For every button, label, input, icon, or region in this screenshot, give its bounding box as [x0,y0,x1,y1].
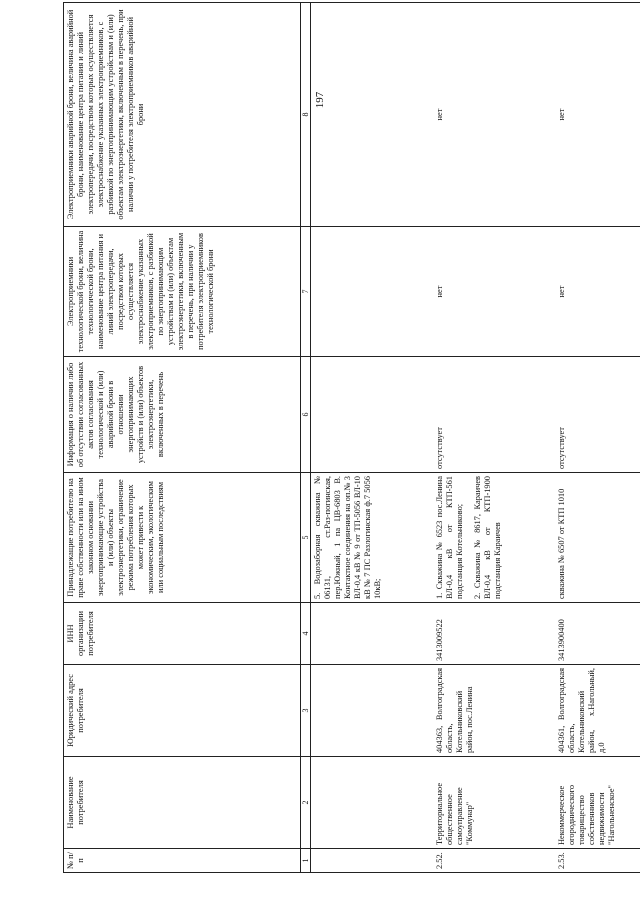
header-devices: Принадлежащие потребителю на праве собственности или на ином законном основании энергопринимающие устройства и (или) объекты электроэнергетики, ограничение режима потребления которых может привести к экономическим, экологическим или социальным последствиям [64,473,301,603]
consumer-inn: 3413900400 [555,603,640,665]
consumer-devices [433,473,555,603]
consumer-table [63,2,640,873]
header-name: Наименование потребителя [64,757,301,849]
consumer-devices [311,473,434,603]
table-row [311,3,434,873]
table-row [555,3,640,873]
header-emergency-reserve: Электроприемники аварийной брони, величина аварийной брони, наименование центра питания и линий электропередачи, посредством которых осуществляется электроснабжение указанных электроприемников, с разбивкой по энергопринимающим устройствам и (или) объектам электроэнергетики, включенным в перечень, при наличии у потребителя электроприемников аварийной брони [64,3,301,227]
header-tech-reserve: Электроприемники технологической брони, величина технологической брони, наименование центра питания и линий электропередачи, посредством которых осуществляется электроснабжение указанных электроприемников, с разбивкой по энергопринимающим устройствам и (или) объектам электроэнергетики, включенным в перечень, при наличии у потребителя электроприемников технологической брони [64,227,301,357]
header-address: Юридический адрес потребителя [64,665,301,757]
emergency-reserve [311,3,434,227]
column-number: 4 [301,603,311,665]
consumer-name: Территориальное общественное самоуправление "Коммунар" [433,757,555,849]
table-row [433,3,555,873]
consumer-address: 404363, Волгоградская область, Котельниковский район, пос.Ленина [433,665,555,757]
row-number: 2.53. [555,849,640,873]
device-item: 1. Скважина № 6523 пос.Ленина ВЛ-0,4 кВ от КТП-561 подстанция Котельниково; [435,476,464,599]
header-row [64,3,301,873]
device-item: 2. Скважина № 8617, Караичев ВЛ-0,4 кВ от КТП-1900 подстанция Караичев [473,476,502,599]
header-inn: ИНН организации потребителя [64,603,301,665]
column-number: 1 [301,849,311,873]
column-number: 7 [301,227,311,357]
consumer-address [311,665,434,757]
acts-info: отсутствует [433,357,555,473]
header-acts: Информация о наличии либо об отсутствии согласованных актов согласования технологической и (или) аварийной брони в отношении энергопринимающих устройств и (или) объектов электроэнергетики, включенных в перечень [64,357,301,473]
consumer-name [311,757,434,849]
consumer-address: 404361, Волгоградская область, Котельниковский район, х.Нагольный, д.0 [555,665,640,757]
column-number: 3 [301,665,311,757]
device-item: скважина № 6507 от КТП 1010 [557,488,566,599]
acts-info: отсутствует [555,357,640,473]
column-number: 2 [301,757,311,849]
device-item: 5. Водозаборная скважина № 06131, ст.Раз-погинская, пер.Южный, 1 па ЦВ-6803 В. Контактное соединения на оп.№ 3 ВЛ-0,4 кВ № 9 от ТП-5056 ВЛ-10 кВ № 7 ПС Разлогинская ф.7 5056 10кВ; [313,476,382,599]
column-number: 5 [301,473,311,603]
tech-reserve [311,227,434,357]
acts-info [311,357,434,473]
row-number: 2.52. [433,849,555,873]
consumer-inn: 3413009522 [433,603,555,665]
row-number [311,849,434,873]
emergency-reserve: нет [433,3,555,227]
tech-reserve: нет [555,227,640,357]
consumer-devices [555,473,640,603]
column-number: 6 [301,357,311,473]
column-number-row [301,3,311,873]
consumer-inn [311,603,434,665]
column-number: 8 [301,3,311,227]
page-number: 197 [314,91,326,109]
consumer-name: Некоммерческое огороднического товарищество собственников недвижимости "Нагольненское" [555,757,640,849]
header-num: № п/п [64,849,301,873]
emergency-reserve: нет [555,3,640,227]
tech-reserve: нет [433,227,555,357]
